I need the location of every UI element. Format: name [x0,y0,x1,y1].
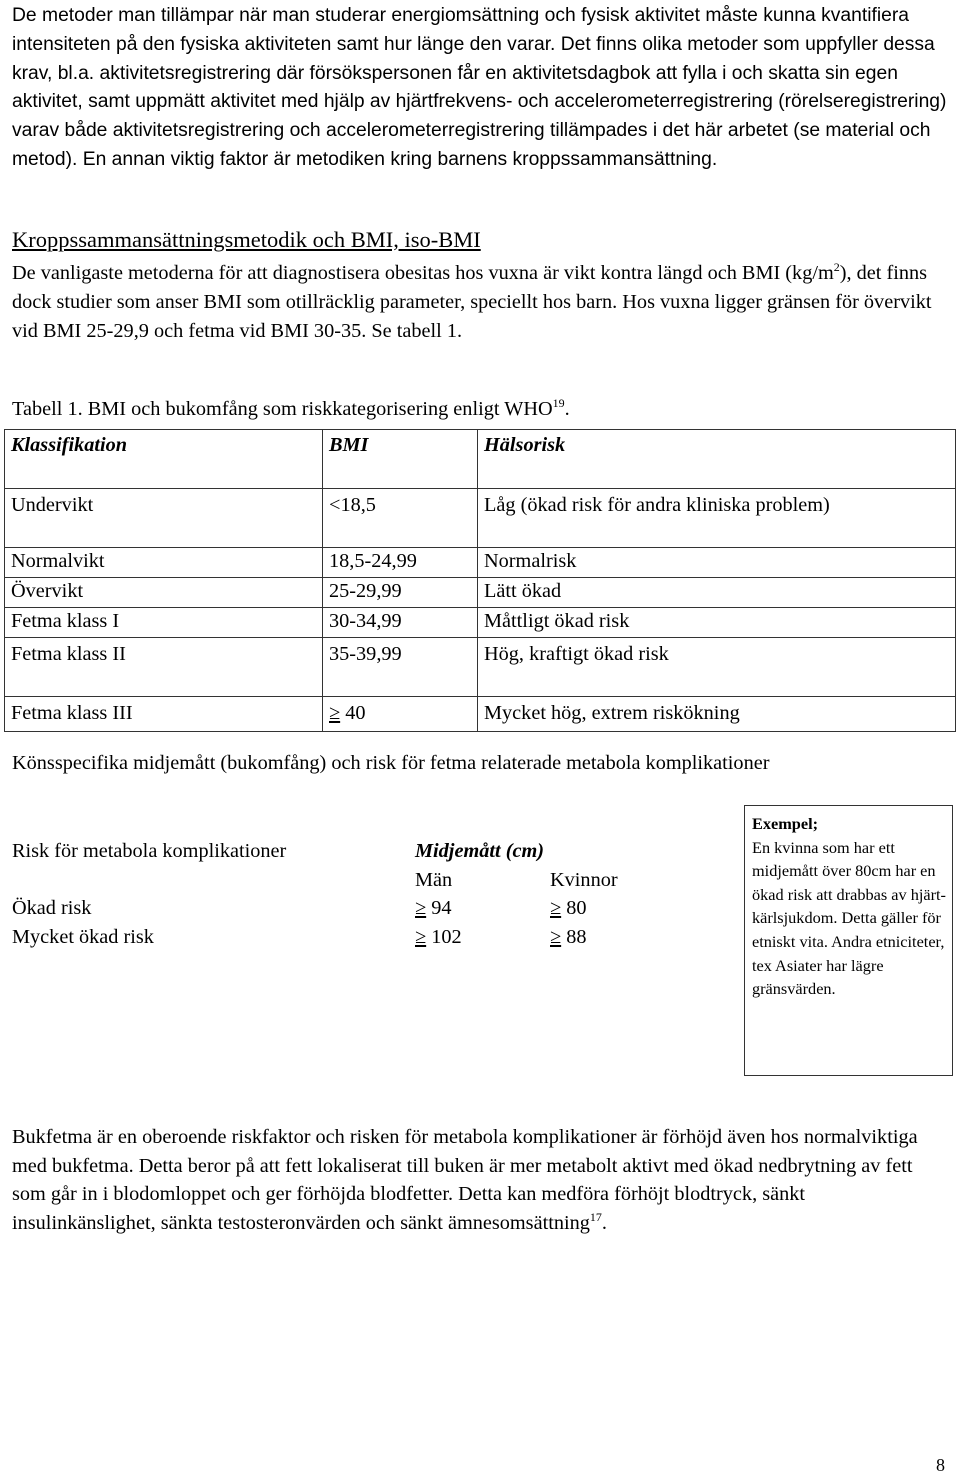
cell-bmi: 35-39,99 [323,638,478,697]
table-row [5,638,956,697]
final-paragraph-end: . [601,1211,607,1234]
men-value: 94 [426,897,452,919]
bmi-paragraph-part1: De vanligaste metoderna för att diagnostisera obesitas hos vuxna är vikt kontra längd och BMI (kg/m [12,262,834,284]
table-caption-text: Tabell 1. BMI och bukomfång som riskkategorisering enligt WHO [12,398,553,420]
cell-klass: Fetma klass I [5,608,323,638]
table-row [5,697,956,732]
women-value: 88 [561,926,587,948]
cell-klass: Fetma klass II [5,638,323,697]
men-value: 102 [426,926,462,948]
risk-row-label: Ökad risk [12,897,92,919]
risk-row-men [415,894,452,923]
cell-bmi: 18,5-24,99 [323,548,478,578]
risk-row-label: Mycket ökad risk [12,926,154,948]
header-bmi: BMI [323,430,478,489]
cell-bmi: <18,5 [323,489,478,548]
ge-symbol: ≥ [415,897,427,919]
section-heading: Kroppssammansättningsmetodik och BMI, iso-BMI [12,227,481,252]
waist-header: Midjemått (cm) [415,840,544,862]
cell-klass: Normalvikt [5,548,323,578]
bmi-table [4,429,956,732]
bmi-paragraph-part2: ), det finns dock studier som anser BMI som otillräcklig parameter, speciellt hos barn. Hos vuxna ligger gränsen för övervikt vid BMI 25-29,9 och fetma vid BMI 30-35. Se tabell 1. [12,262,932,342]
risk-row-women [550,923,587,952]
example-title: Exempel; [752,814,819,833]
table-caption [12,398,570,421]
final-paragraph-ref: 17 [589,1210,602,1225]
table-row [5,548,956,578]
example-body: En kvinna som har ett midjemått över 80cm har en ökad risk att drabbas av hjärt-kärlsjukdom. Detta gäller för etniskt vita. Andra etniciteter, tex Asiater har lägre gränsvärden. [752,837,946,999]
cell-klass: Fetma klass III [5,697,323,732]
bmi-paragraph [12,259,947,346]
risk-row-women [550,894,587,923]
cell-risk: Normalrisk [478,548,956,578]
risk-row-men [415,923,462,952]
header-halsorisk: Hälsorisk [478,430,956,489]
cell-bmi: 25-29,99 [323,578,478,608]
intro-paragraph: De metoder man tillämpar när man studerar energiomsättning och fysisk aktivitet måste kunna kvantifiera intensiteten på den fysiska aktiviteten samt hur länge den varar. Det finns olika metoder som uppfyller dessa krav, bl.a. aktivitetsregistrering där försökspersonen får en aktivitetsdagbok att fylla i och skatta sin egen aktivitet, samt uppmätt aktivitet med hjälp av hjärtfrekvens- och accelerometerregistrering (rörelseregistrering) varav både aktivitetsregistrering och accelerometerregistrering tillämpades i det här arbetet (se material och metod). En annan viktig faktor är metodiken kring barnens kroppssammansättning. [12,5,947,170]
final-paragraph [12,1123,947,1237]
ge-symbol: ≥ [415,926,427,948]
ge-symbol: ≥ [329,702,341,724]
men-label: Män [415,869,453,891]
waist-title: Könsspecifika midjemått (bukomfång) och risk för fetma relaterade metabola komplikationer [12,752,770,774]
ge-symbol: ≥ [550,897,562,919]
cell-klass: Övervikt [5,578,323,608]
table-header-row [5,430,956,489]
bmi-paragraph-sup: 2 [833,260,840,275]
final-paragraph-text: Bukfetma är en oberoende riskfaktor och risken för metabola komplikationer är förhöjd även hos normalviktiga med bukfetma. Detta beror på att fett lokaliserat till buken är mer metabolt aktivt med ökad nedbrytning av fett som går in i blodomloppet och ger förhöjda blodfetter. Detta kan medföra förhöjt blodtryck, sänkt insulinkänslighet, sänkta testosteronvärden och sänkt ämnesomsättning [12,1126,918,1234]
cell-risk: Låg (ökad risk för andra kliniska problem) [478,489,956,548]
table-row [5,608,956,638]
cell-risk: Måttligt ökad risk [478,608,956,638]
table-row [5,489,956,548]
risk-header: Risk för metabola komplikationer [12,840,287,862]
header-klassifikation: Klassifikation [5,430,323,489]
table-caption-end: . [564,398,570,420]
example-box [744,805,953,1076]
ge-symbol: ≥ [550,926,562,948]
cell-bmi-value: 40 [340,702,366,724]
cell-bmi [323,697,478,732]
table-row [5,578,956,608]
cell-klass: Undervikt [5,489,323,548]
women-value: 80 [561,897,587,919]
cell-risk: Lätt ökad [478,578,956,608]
cell-bmi: 30-34,99 [323,608,478,638]
cell-risk: Hög, kraftigt ökad risk [478,638,956,697]
cell-risk: Mycket hög, extrem riskökning [478,697,956,732]
page-number: 8 [936,1455,945,1475]
table-caption-ref: 19 [552,396,565,411]
women-label: Kvinnor [550,869,618,891]
